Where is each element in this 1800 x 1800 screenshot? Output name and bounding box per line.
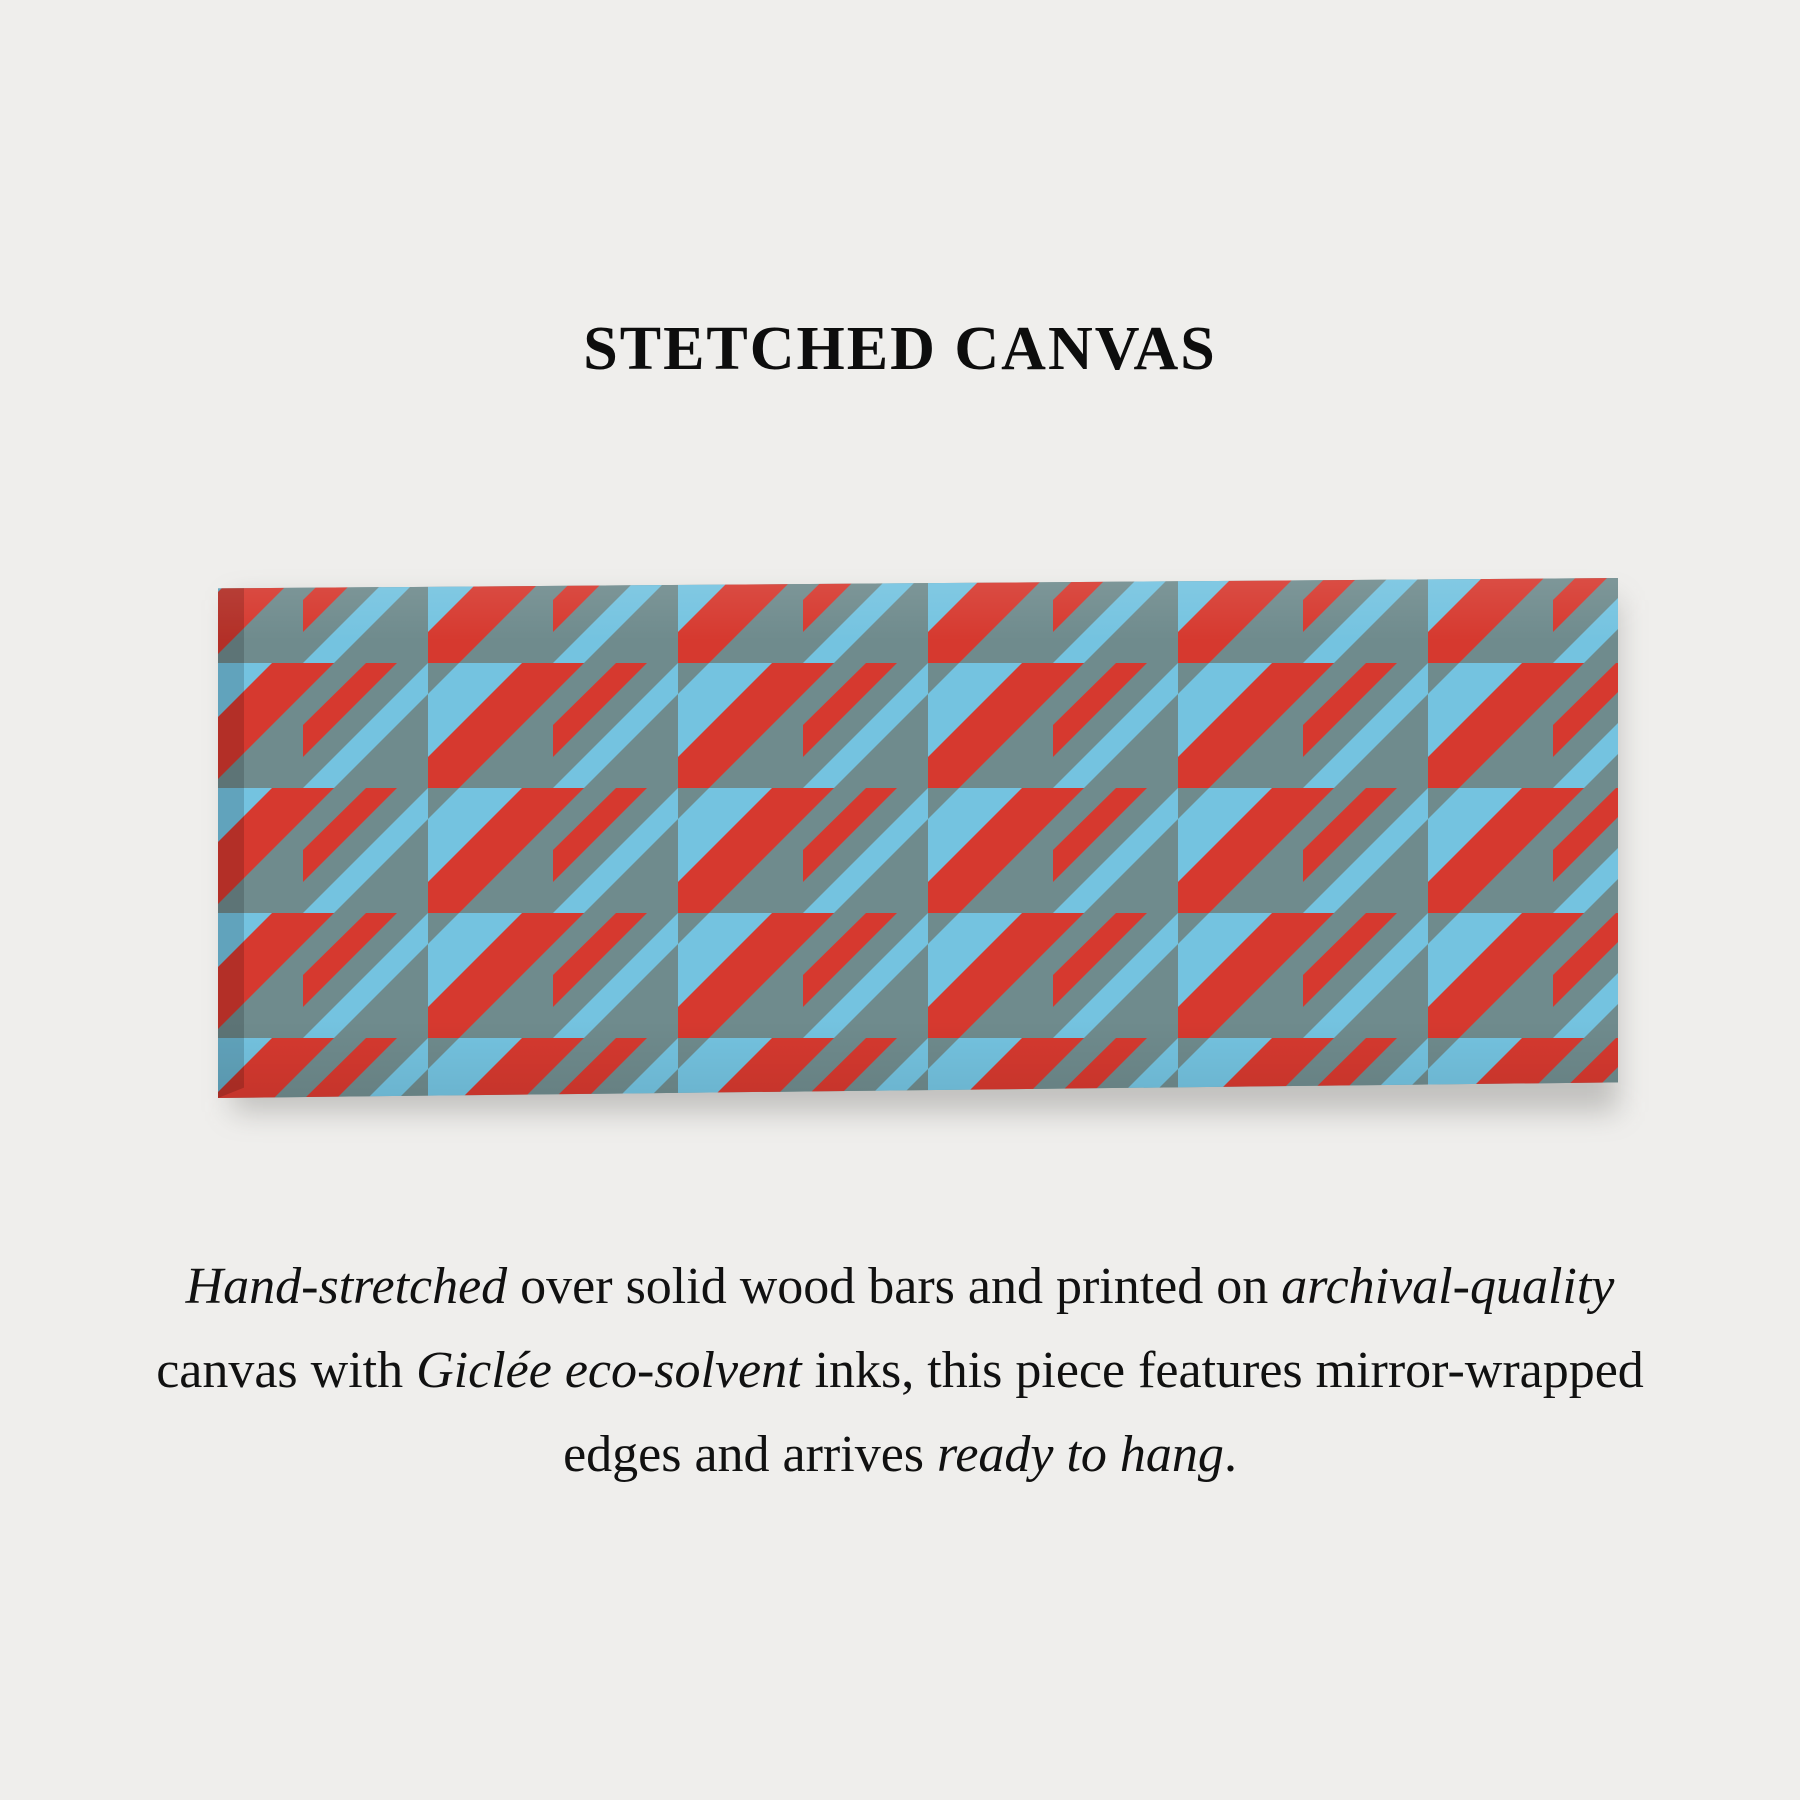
description-segment-1: over solid wood bars and printed on xyxy=(507,1258,1282,1315)
description-segment-4: Giclée eco-solvent xyxy=(416,1342,802,1400)
description-text xyxy=(156,1258,1644,1483)
product-description xyxy=(150,1245,1650,1498)
canvas-face xyxy=(218,578,1618,1098)
stripe-pattern-svg xyxy=(218,578,1618,1098)
page-title: STETCHED CANVAS xyxy=(583,315,1217,383)
description-segment-2: archival-quality xyxy=(1281,1258,1615,1315)
canvas-artwork xyxy=(218,578,1618,1105)
description-segment-6: ready to hang xyxy=(937,1426,1224,1484)
description-segment-5: inks, this piece features mirror-wrapped edges and arrives xyxy=(563,1342,1644,1484)
description-segment-0: Hand-stretched xyxy=(185,1258,508,1315)
description-segment-3: canvas with xyxy=(156,1342,417,1400)
description-segment-7: . xyxy=(1223,1426,1237,1484)
